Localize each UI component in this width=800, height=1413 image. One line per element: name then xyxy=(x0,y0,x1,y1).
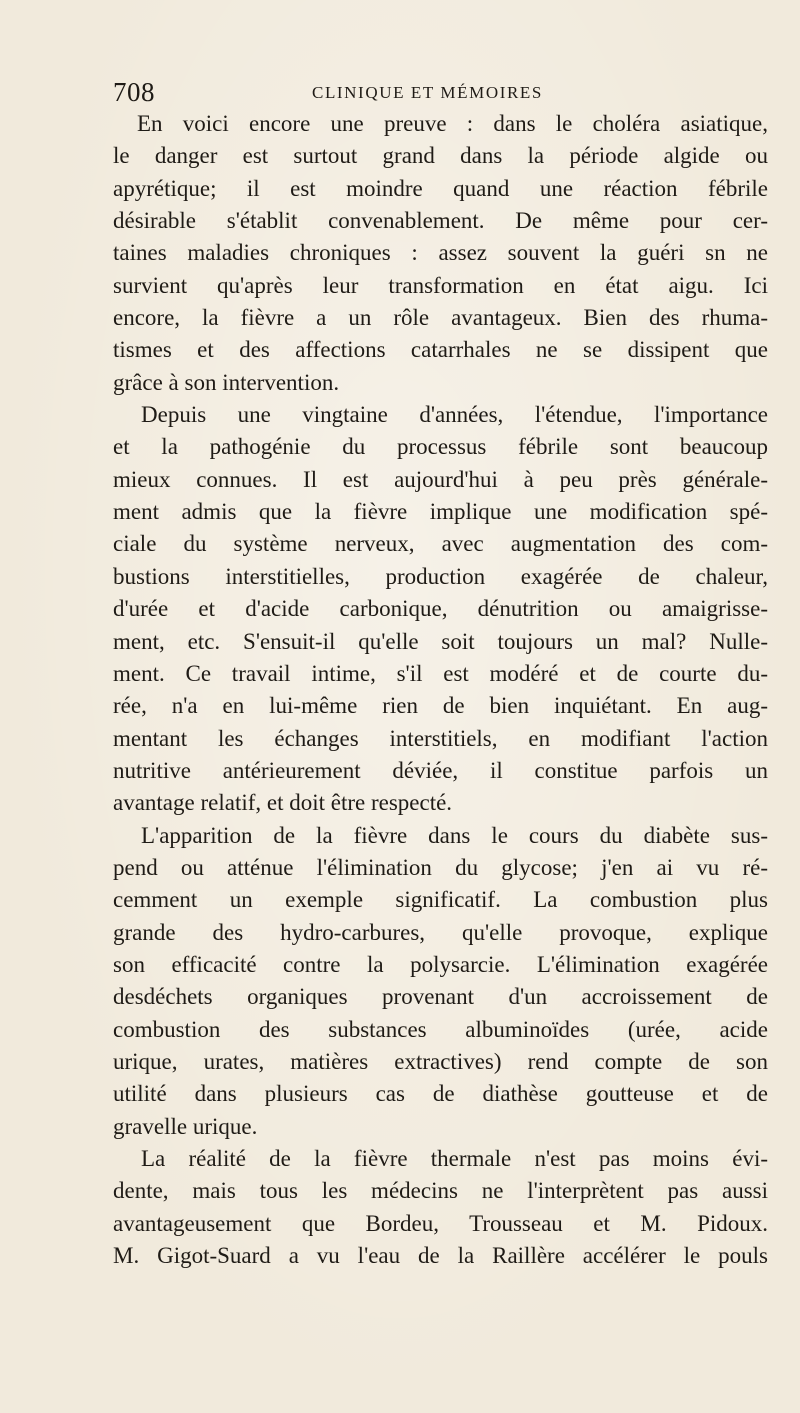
text-line: avantageusement que Bordeu, Trousseau et M. Pidoux. xyxy=(113,1210,768,1236)
text-line: grâce à son intervention. xyxy=(113,369,340,395)
text-line: Depuis une vingtaine d'années, l'étendue, l'importance xyxy=(141,402,768,428)
text-line: urique, urates, matières extractives) rend compte de son xyxy=(113,1048,768,1074)
text-line: ciale du système nerveux, avec augmentation des com- xyxy=(113,531,768,557)
text-line: nutritive antérieurement déviée, il constitue parfois un xyxy=(113,757,768,783)
text-line: ment admis que la fièvre implique une modification spé- xyxy=(113,499,768,525)
text-line: grande des hydro-carbures, qu'elle provoque, explique xyxy=(113,919,768,945)
text-line: M. Gigot-Suard a vu l'eau de la Raillère accélérer le pouls xyxy=(113,1243,768,1269)
text-line: ment, etc. S'ensuit-il qu'elle soit toujours un mal? Nulle- xyxy=(113,628,768,654)
text-line: encore, la fièvre a un rôle avantageux. Bien des rhuma- xyxy=(113,305,768,331)
text-line: combustion des substances albuminoïdes (urée, acide xyxy=(113,1016,768,1042)
text-line: taines maladies chroniques : assez souvent la guéri sn ne xyxy=(113,240,768,266)
text-line: apyrétique; il est moindre quand une réaction fébrile xyxy=(113,175,768,201)
running-title: CLINIQUE ET MÉMOIRES xyxy=(312,83,543,102)
text-line: cemment un exemple significatif. La combustion plus xyxy=(113,887,768,913)
text-line: d'urée et d'acide carbonique, dénutrition ou amaigrisse- xyxy=(113,596,768,622)
text-line: son efficacité contre la polysarcie. L'élimination exagérée xyxy=(113,951,768,977)
text-line: dente, mais tous les médecins ne l'interprètent pas aussi xyxy=(113,1178,768,1204)
page-number: 708 xyxy=(113,77,155,107)
text-line: désirable s'établit convenablement. De même pour cer- xyxy=(113,208,768,234)
text-line: gravelle urique. xyxy=(113,1113,258,1139)
text-line: mentant les échanges interstitiels, en modifiant l'action xyxy=(113,725,768,751)
text-line: L'apparition de la fièvre dans le cours du diabète sus- xyxy=(141,822,768,848)
body-text xyxy=(113,108,768,1272)
page-header xyxy=(113,76,768,108)
text-line: mieux connues. Il est aujourd'hui à peu près générale- xyxy=(113,466,768,492)
text-line: tismes et des affections catarrhales ne se dissipent que xyxy=(113,337,768,363)
text-line: le danger est surtout grand dans la période algide ou xyxy=(113,143,768,169)
text-line: bustions interstitielles, production exagérée de chaleur, xyxy=(113,563,768,589)
text-line: ment. Ce travail intime, s'il est modéré et de courte du- xyxy=(113,660,768,686)
text-line: rée, n'a en lui-même rien de bien inquiétant. En aug- xyxy=(113,693,768,719)
text-line: La réalité de la fièvre thermale n'est pas moins évi- xyxy=(141,1146,768,1171)
text-line: pend ou atténue l'élimination du glycose; j'en ai vu ré- xyxy=(113,854,768,880)
text-line: survient qu'après leur transformation en état aigu. Ici xyxy=(113,272,768,298)
text-line: desdéchets organiques provenant d'un accroissement de xyxy=(113,984,768,1010)
text-line: En voici encore une preuve : dans le choléra asiatique, xyxy=(137,111,768,136)
text-line: et la pathogénie du processus fébrile sont beaucoup xyxy=(113,434,768,460)
text-line: utilité dans plusieurs cas de diathèse goutteuse et de xyxy=(113,1081,768,1107)
text-line: avantage relatif, et doit être respecté. xyxy=(113,790,453,816)
